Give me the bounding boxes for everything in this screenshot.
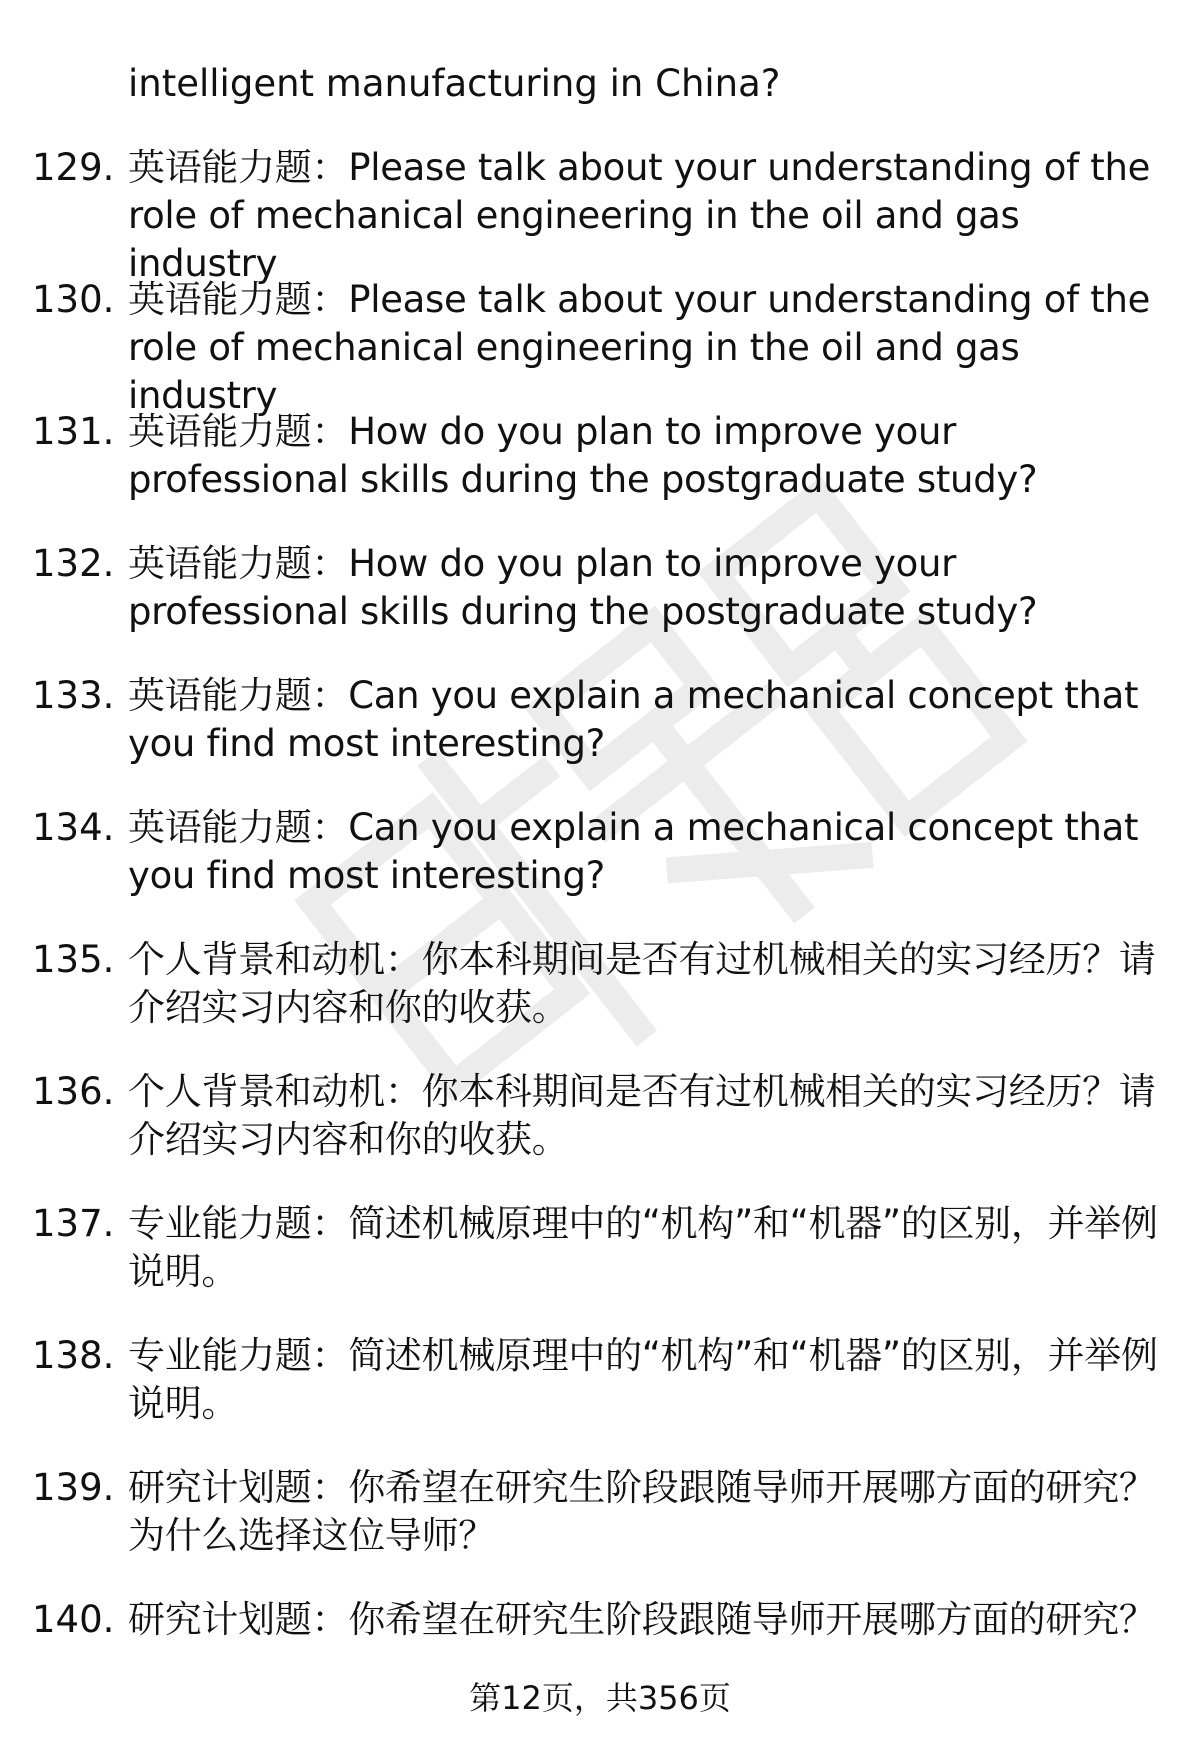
question-text: 专业能力题：简述机械原理中的“机构”和“机器”的区别，并举例说明。 — [128, 1334, 1158, 1425]
question-text: 英语能力题：Can you explain a mechanical concept that you find most interesting? — [128, 806, 1139, 897]
question-item — [0, 936, 1200, 1068]
question-text: 专业能力题：简述机械原理中的“机构”和“机器”的区别，并举例说明。 — [128, 1202, 1158, 1293]
question-number: 137. — [32, 1202, 115, 1245]
question-text: 英语能力题：Please talk about your understanding of the role of mechanical engineering in the oil and gas industry — [128, 278, 1151, 417]
question-number: 134. — [32, 806, 115, 849]
question-text: 英语能力题：Please talk about your understanding of the role of mechanical engineering in the oil and gas industry — [128, 146, 1151, 285]
question-item — [0, 144, 1200, 285]
question-item — [0, 540, 1200, 672]
question-text: 个人背景和动机：你本科期间是否有过机械相关的实习经历？请介绍实习内容和你的收获。 — [128, 938, 1156, 1029]
question-number: 131. — [32, 410, 115, 453]
question-number: 139. — [32, 1466, 115, 1509]
previous-question-continuation: intelligent manufacturing in China? — [128, 62, 781, 105]
page-footer: 第12页，共356页 — [469, 1679, 731, 1717]
question-number: 135. — [32, 938, 115, 981]
question-number: 130. — [32, 278, 115, 321]
question-number: 136. — [32, 1070, 115, 1113]
question-number: 132. — [32, 542, 115, 585]
question-item — [0, 1068, 1200, 1200]
question-text: 英语能力题：How do you plan to improve your professional skills during the postgraduate study? — [128, 410, 1038, 501]
question-item — [0, 804, 1200, 936]
question-number: 133. — [32, 674, 115, 717]
question-item — [0, 1332, 1200, 1464]
question-text: 英语能力题：How do you plan to improve your professional skills during the postgraduate study? — [128, 542, 1038, 633]
question-number: 129. — [32, 146, 115, 189]
question-item — [0, 672, 1200, 804]
question-item — [0, 1464, 1200, 1596]
question-number: 140. — [32, 1598, 115, 1641]
question-item — [0, 276, 1200, 417]
question-text: 研究计划题：你希望在研究生阶段跟随导师开展哪方面的研究？ — [128, 1598, 1156, 1641]
question-list — [0, 144, 1200, 1728]
question-text: 个人背景和动机：你本科期间是否有过机械相关的实习经历？请介绍实习内容和你的收获。 — [128, 1070, 1156, 1161]
question-number: 138. — [32, 1334, 115, 1377]
question-item — [0, 1200, 1200, 1332]
question-text: 英语能力题：Can you explain a mechanical concept that you find most interesting? — [128, 674, 1139, 765]
question-item — [0, 408, 1200, 540]
question-text: 研究计划题：你希望在研究生阶段跟随导师开展哪方面的研究？为什么选择这位导师？ — [128, 1466, 1156, 1557]
